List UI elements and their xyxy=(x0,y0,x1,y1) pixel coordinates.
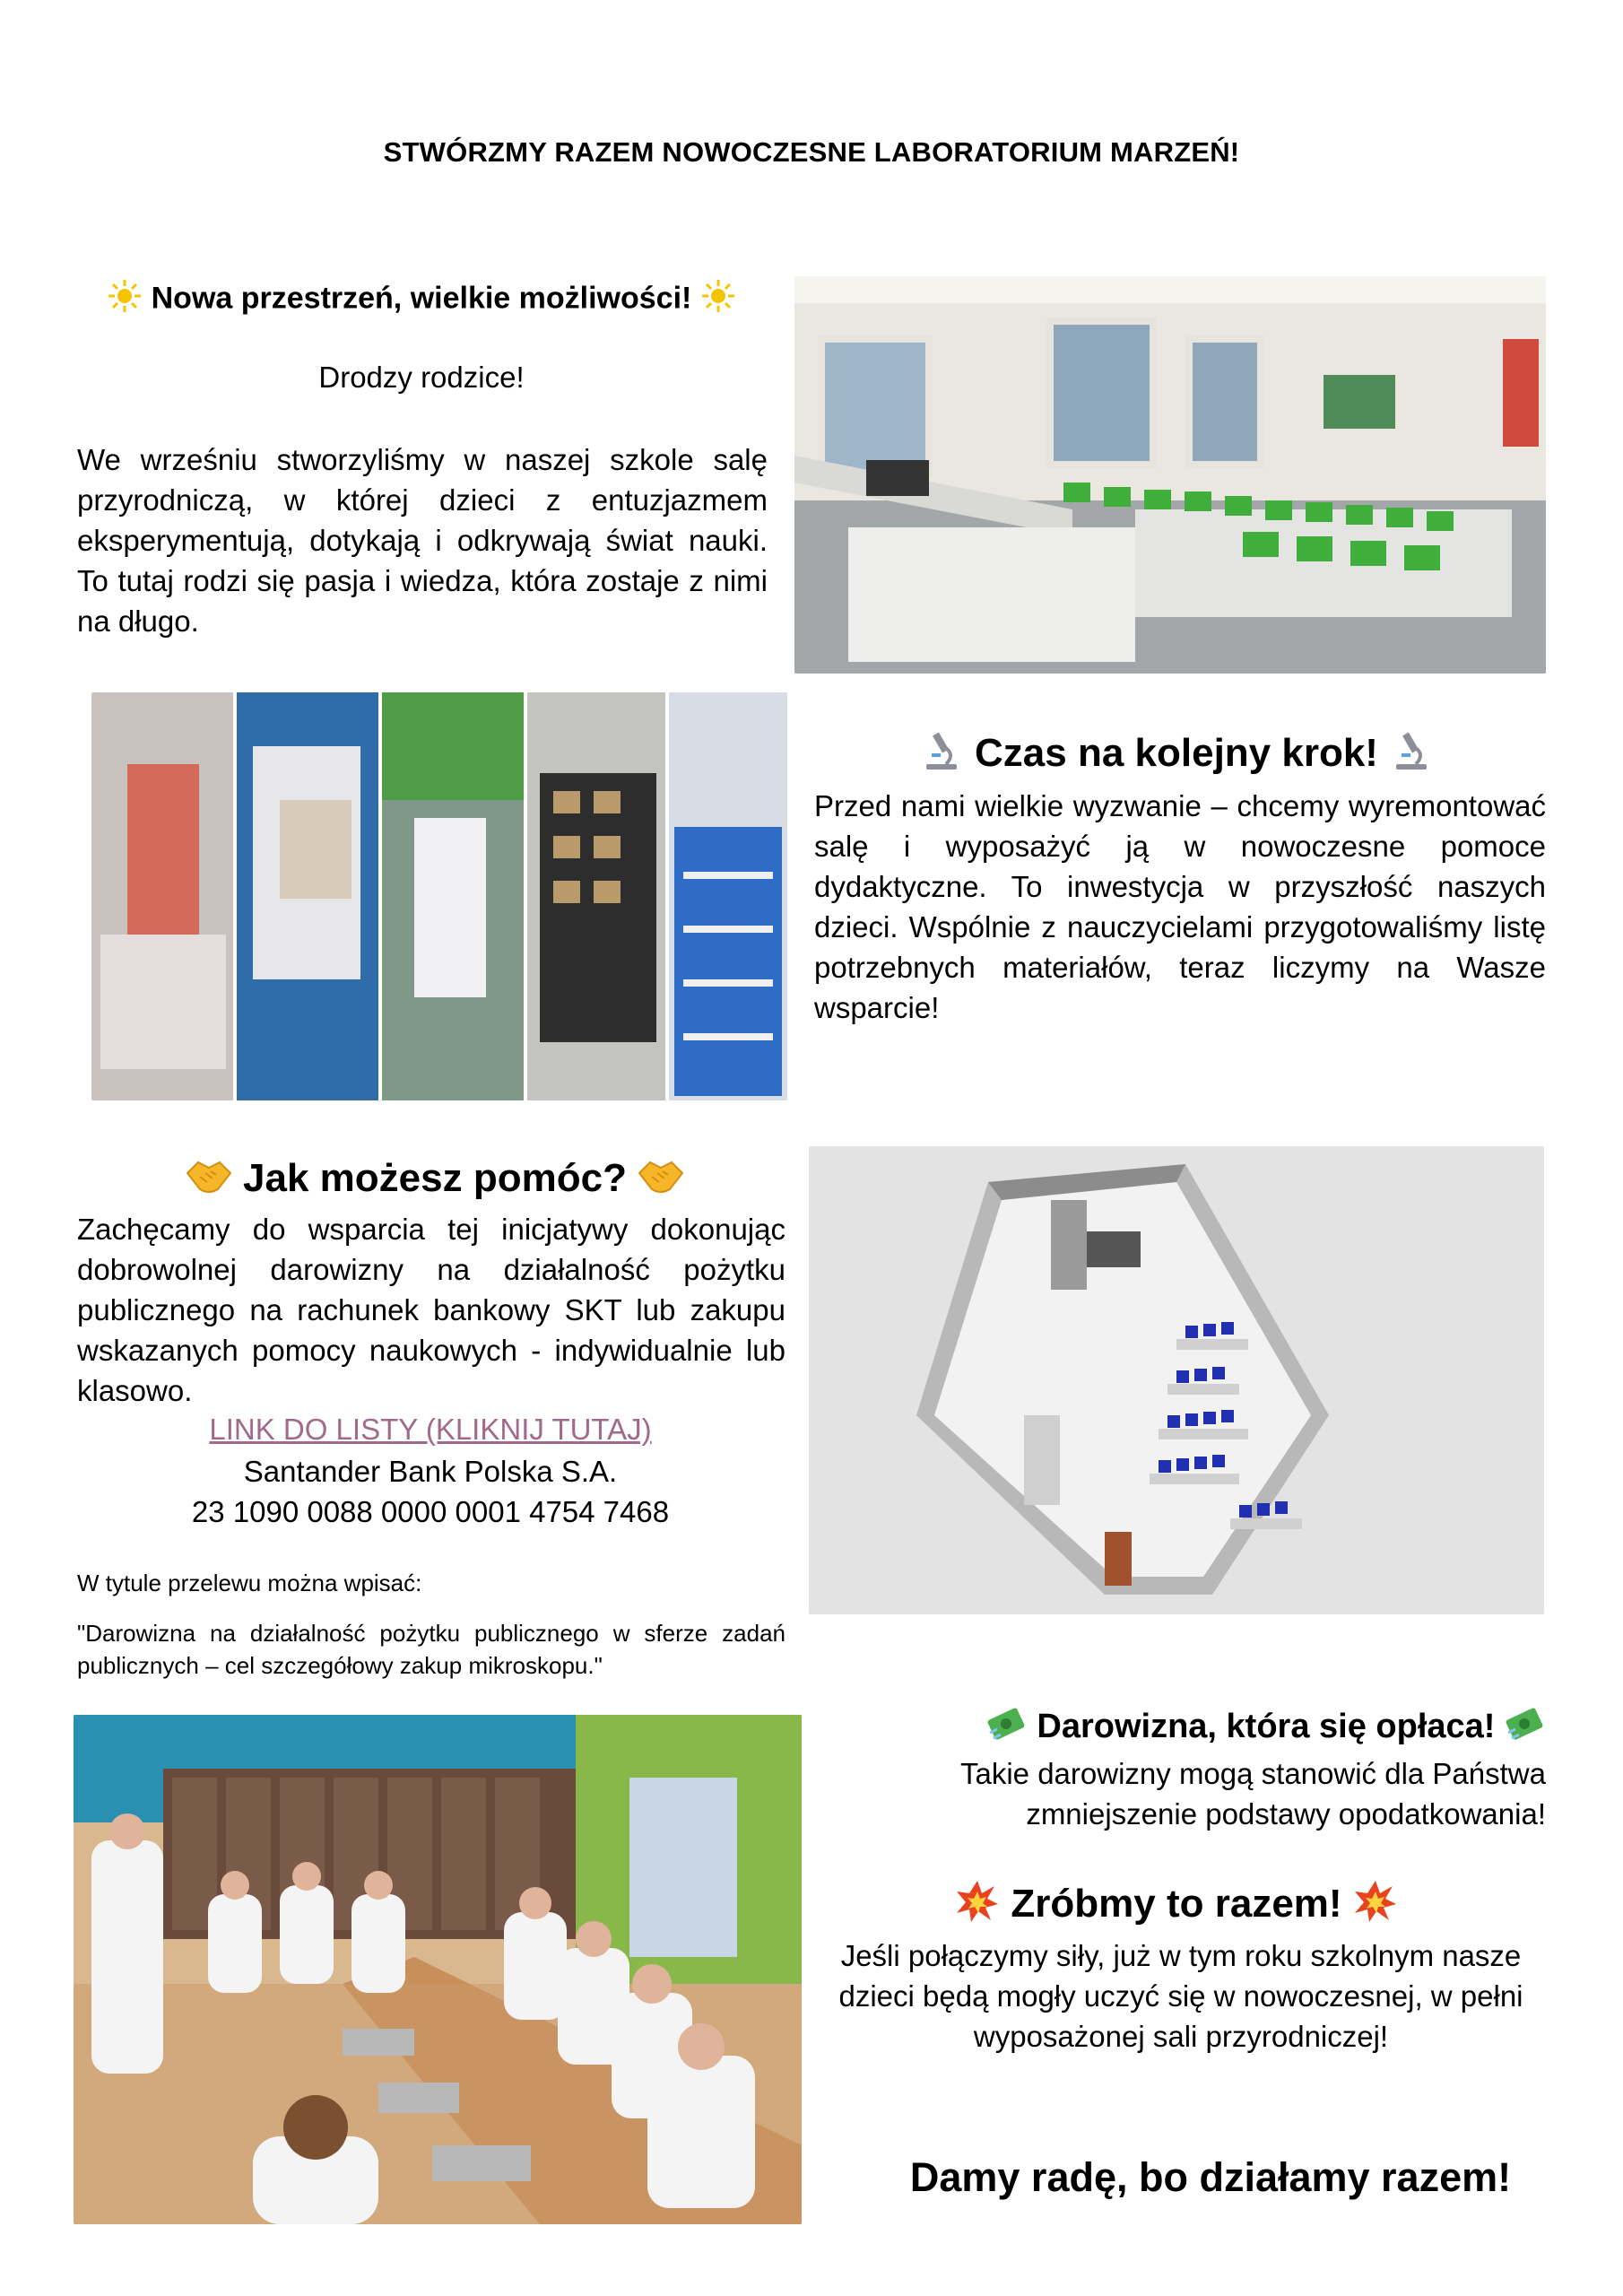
money-icon xyxy=(986,1706,1028,1751)
microscope-icon xyxy=(1389,728,1434,783)
section4-heading: Darowizna, która się opłaca! xyxy=(1037,1708,1496,1746)
greeting: Drodzy rodzice! xyxy=(318,361,525,394)
students-class-photo xyxy=(74,1715,802,2224)
bank-account-number: 23 1090 0088 0000 0001 4754 7468 xyxy=(191,1495,670,1528)
section1-body: We wrześniu stworzyliśmy w naszej szkole salę przyrodniczą, w której dzieci z entuzjazmem eksperymentują, dotykają i odkrywają świat nauki. To tutaj rodzi się pasja i wiedza, która zostaje z nimi na długo. xyxy=(77,443,768,638)
section5-heading-row xyxy=(807,1879,1546,1934)
lab-equipment-collage xyxy=(91,692,787,1100)
section2-body: Przed nami wielkie wyzwanie – chcemy wyremontować salę i wyposażyć ją w nowoczesne pomoce dydaktyczne. To inwestycja w przyszłość naszych dzieci. Wspólnie z nauczycielami przygotowaliśmy listę potrzebnych materiałów, teraz liczymy na Wasze wsparcie! xyxy=(814,789,1546,1024)
page-title: STWÓRZMY RAZEM NOWOCZESNE LABORATORIUM MARZEŃ! xyxy=(383,136,1240,168)
boom-icon xyxy=(1353,1879,1398,1934)
section3-body: Zachęcamy do wsparcia tej inicjatywy dokonując dobrowolnej darowizny na działalność pożytku publicznego na rachunek bankowy SKT lub zakupu wskazanych pomocy naukowych - indywidualnie lub klasowo. xyxy=(77,1213,785,1407)
section4-body: Takie darowizny mogą stanowić dla Państwa zmniejszenie podstawy opodatkowania! xyxy=(960,1757,1546,1831)
money-icon xyxy=(1505,1706,1546,1751)
lab-classroom-photo xyxy=(794,276,1546,674)
lab-floorplan-render xyxy=(809,1146,1544,1614)
list-link-row xyxy=(63,1413,798,1447)
bank-name: Santander Bank Polska S.A. xyxy=(243,1455,618,1488)
transfer-title-text: "Darowizna na działalność pożytku publicznego w sferze zadań publicznych – cel szczegółowy zakup mikroskopu." xyxy=(77,1620,785,1679)
handshake-icon xyxy=(186,1155,232,1206)
section5-heading: Zróbmy to razem! xyxy=(1011,1882,1342,1926)
sun-icon xyxy=(107,278,143,322)
closing-slogan: Damy radę, bo działamy razem! xyxy=(909,2154,1512,2200)
section4-heading-row xyxy=(861,1706,1546,1751)
sun-icon xyxy=(700,278,736,322)
section1-heading: Nowa przestrzeń, wielkie możliwości! xyxy=(151,281,692,316)
section2-heading: Czas na kolejny krok! xyxy=(975,731,1378,776)
boom-icon xyxy=(955,1879,1000,1934)
section1-heading-row xyxy=(63,278,780,322)
section3-heading-row xyxy=(63,1155,807,1206)
microscope-icon xyxy=(919,728,964,783)
handshake-icon xyxy=(638,1155,684,1206)
section2-heading-row xyxy=(807,728,1546,783)
section5-body: Jeśli połączymy siły, już w tym roku szkolnym nasze dzieci będą mogły uczyć się w nowoczesnej, w pełni wyposażonej sali przyrodniczej! xyxy=(838,1939,1523,2053)
transfer-title-label: W tytule przelewu można wpisać: xyxy=(77,1570,422,1596)
list-link[interactable]: LINK DO LISTY (KLIKNIJ TUTAJ) xyxy=(209,1413,652,1446)
section3-heading: Jak możesz pomóc? xyxy=(243,1156,627,1201)
